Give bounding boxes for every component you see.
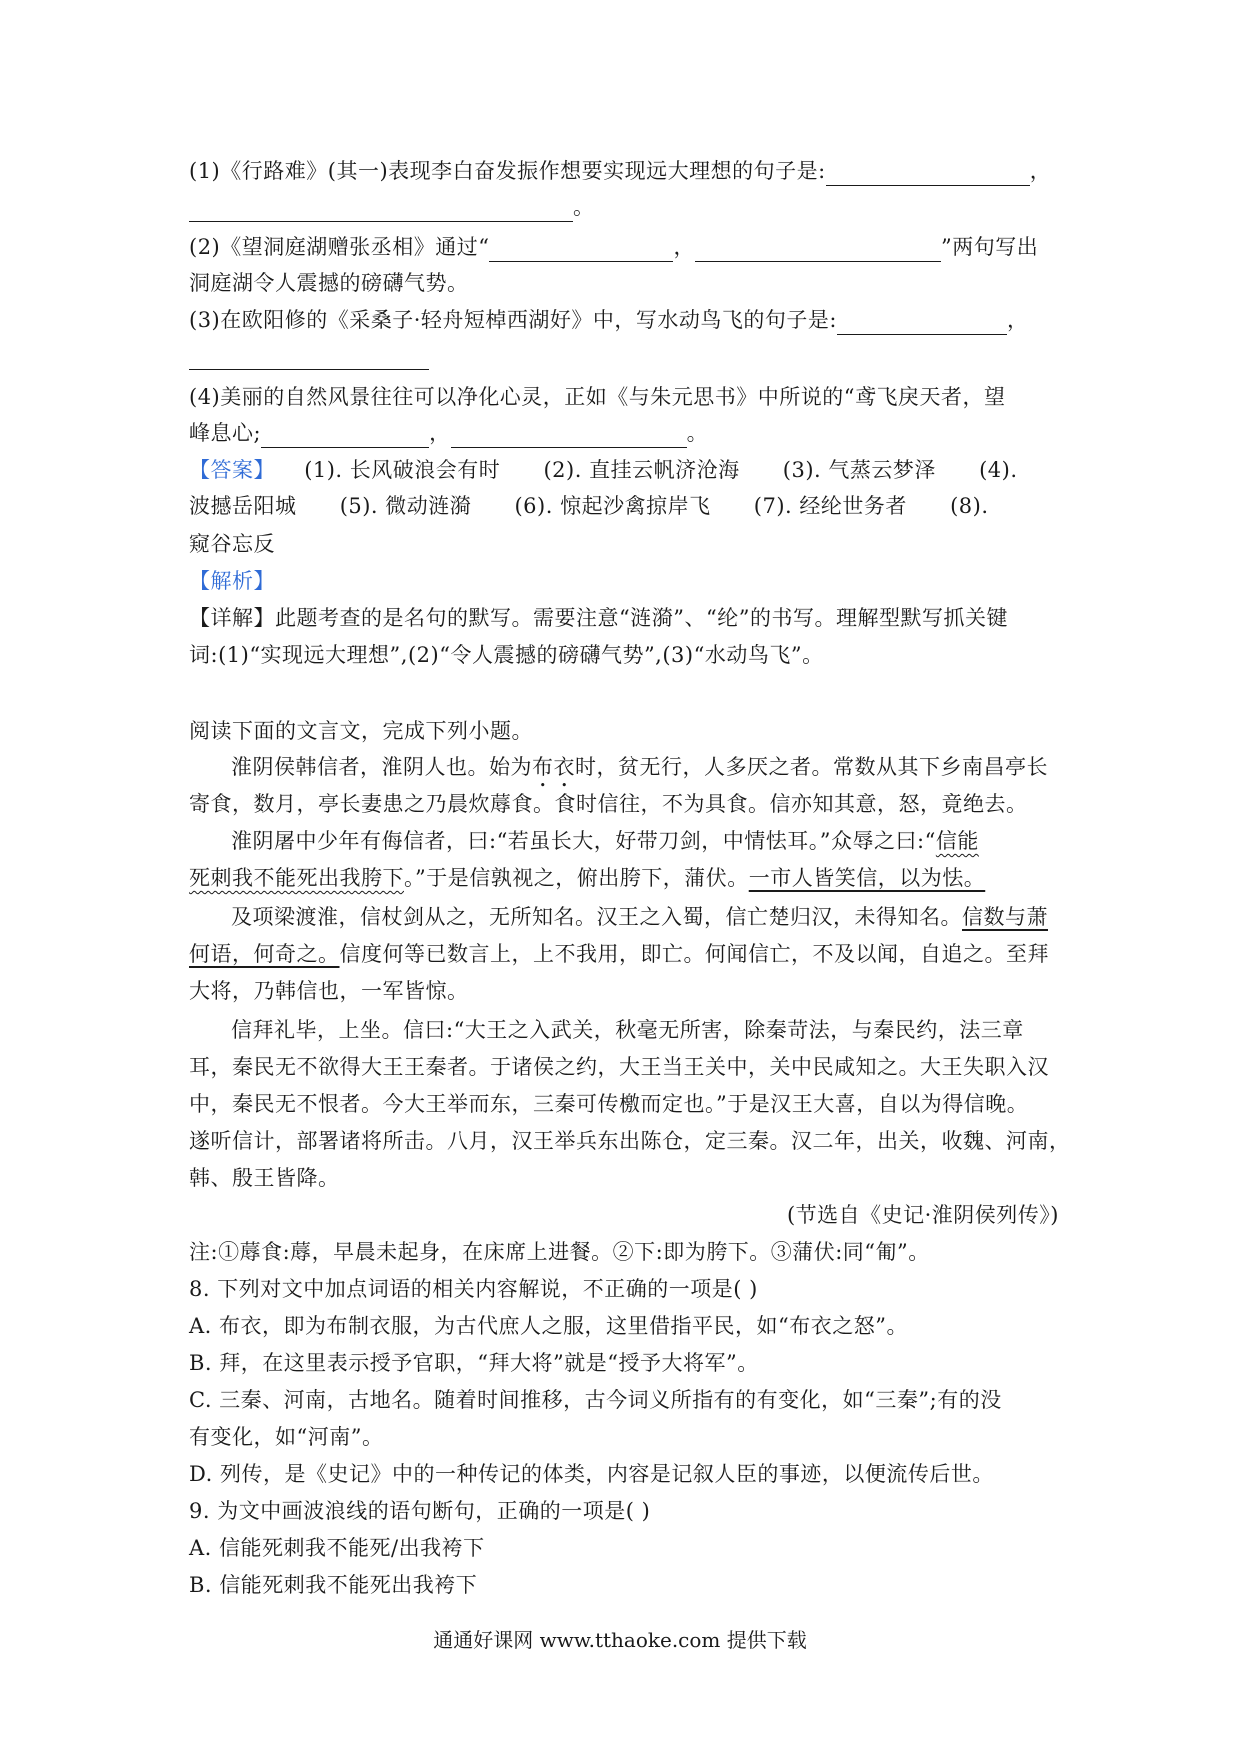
question-text: ”两句写出: [940, 235, 1039, 259]
passage-p4-line2: 耳，秦民无不欲得大王王秦者。于诸侯之约，大王当王关中，关中民咸知之。大王失职入汉: [189, 1055, 1049, 1079]
passage-p4-line4: 遂听信计，部署诸将所击。八月，汉王举兵东出陈仓，定三秦。汉二年，出关，收魏、河南，: [189, 1129, 1071, 1153]
fill-question-1-line2: [189, 192, 1059, 222]
passage-text: 淮阴屠中少年有侮信者，曰:“若虽长大，好带刀剑，中情怯耳。”众辱之曰:“: [231, 829, 936, 853]
answer-blank: [837, 310, 1007, 335]
passage-text: 信度何等已数言上，上不我用，即亡。何闻信亡，不及以闻，自追之。至拜: [339, 942, 1049, 966]
wavy-underlined-text: 信能: [935, 829, 979, 853]
passage-p1-line2: 寄食，数月，亭长妻患之乃晨炊蓐食。食时信往，不为具食。信亦知其意，怒，竟绝去。: [189, 792, 1028, 816]
passage-p2-line1: [189, 826, 1101, 856]
answer-item: (5). 微动涟漪: [339, 494, 472, 518]
passage-text: 时，贫无行，人多厌之者。常数从其下乡南昌亭长: [575, 755, 1048, 779]
answer-item: (2). 直挂云帆济沧海: [543, 458, 740, 482]
fill-question-3-line2: [189, 340, 1059, 370]
question-8-option-a[interactable]: A. 布衣，即为布制衣服，为古代庶人之服，这里借指平民，如“布衣之怒”。: [189, 1314, 908, 1338]
fill-question-4: (4)美丽的自然风景往往可以净化心灵，正如《与朱元思书》中所说的“鸢飞戾天者，望: [189, 385, 1006, 409]
punctuation: 。: [573, 195, 595, 219]
answer-tag: 【答案】: [189, 458, 275, 482]
wavy-underlined-text: 死刺我不能死出我胯下: [189, 866, 404, 890]
passage-p3-line3: 大将，乃韩信也，一军皆惊。: [189, 979, 469, 1003]
question-9-option-b[interactable]: B. 信能死刺我不能死出我袴下: [189, 1573, 478, 1597]
answer-blank: [261, 423, 429, 448]
passage-source: (节选自《史记·淮阴侯列传》): [786, 1203, 1059, 1227]
underlined-text: 何语，何奇之。: [189, 942, 340, 966]
answer-blank: [826, 161, 1030, 186]
answer-blank: [189, 197, 573, 222]
dotted-word: 布衣: [532, 755, 575, 779]
passage-text: 及项梁渡淮，信杖剑从之，无所知名。汉王之入蜀，信亡楚归汉，未得知名。: [231, 905, 962, 929]
passage-p4-line3: 中，秦民无不恨者。今大王举而东，三秦可传檄而定也。”于是汉王大喜，自以为得信晚。: [189, 1092, 1029, 1116]
passage-p4-line1: 信拜礼毕，上坐。信曰:“大王之入武关，秋毫无所害，除秦苛法，与秦民约，法三章: [231, 1018, 1024, 1042]
question-8-option-c-line2: 有变化，如“河南”。: [189, 1425, 384, 1449]
page-footer: 通通好课网 www.tthaoke.com 提供下载: [433, 1628, 807, 1652]
punctuation: ，: [1007, 308, 1029, 332]
passage-notes: 注:①蓐食:蓐，早晨未起身，在床席上进餐。②下:即为胯下。③蒲伏:同“匍”。: [189, 1240, 930, 1264]
answer-item: 波撼岳阳城: [189, 494, 297, 518]
answer-item: (4).: [979, 458, 1018, 482]
analysis-tag: 【解析】: [189, 569, 275, 593]
answer-row-3: 窥谷忘反: [189, 532, 275, 556]
question-text: (3)在欧阳修的《采桑子·轻舟短棹西湖好》中，写水动鸟飞的句子是:: [189, 308, 837, 332]
question-9-option-a[interactable]: A. 信能死刺我不能死/出我袴下: [189, 1536, 485, 1560]
question-8-option-c[interactable]: C. 三秦、河南，古地名。随着时间推移，古今词义所指有的有变化，如“三秦”;有的没: [189, 1388, 1002, 1412]
question-8-option-d[interactable]: D. 列传，是《史记》中的一种传记的体类，内容是记叙人臣的事迹，以便流传后世。: [189, 1462, 994, 1486]
answer-item: (6). 惊起沙禽掠岸飞: [514, 494, 711, 518]
fill-question-4-line2: [189, 418, 1059, 448]
passage-text: 。”于是信孰视之，俯出胯下，蒲伏。: [404, 866, 749, 890]
answer-item: (8).: [950, 494, 989, 518]
passage-p3-line2: [189, 939, 1059, 969]
analysis-detail-line2: 词:(1)“实现远大理想”,(2)“令人震撼的磅礴气势”,(3)“水动鸟飞”。: [189, 643, 824, 667]
answer-blank: [451, 423, 687, 448]
question-text: (1)《行路难》(其一)表现李白奋发振作想要实现远大理想的句子是:: [189, 159, 826, 183]
question-text: 峰息心;: [189, 421, 262, 445]
answer-item: (3). 气蒸云梦泽: [782, 458, 936, 482]
punctuation: ，: [429, 421, 451, 445]
question-8-option-b[interactable]: B. 拜，在这里表示授予官职，“拜大将”就是“授予大将军”。: [189, 1351, 759, 1375]
answer-row-1: [189, 455, 1069, 485]
answer-row-2: [189, 491, 1069, 521]
answer-blank: [189, 345, 429, 370]
passage-p1-line1: [189, 752, 1101, 792]
passage-p3-line1: [189, 902, 1101, 932]
question-9-stem: 9. 为文中画波浪线的语句断句，正确的一项是( ): [189, 1499, 651, 1523]
passage-text: 淮阴侯韩信者，淮阴人也。始为: [231, 755, 532, 779]
analysis-detail-line1: 【详解】此题考查的是名句的默写。需要注意“涟漪”、“纶”的书写。理解型默写抓关键: [189, 606, 1008, 630]
answer-item: (1). 长风破浪会有时: [304, 458, 501, 482]
punctuation: 。: [686, 421, 709, 445]
answer-blank: [489, 237, 673, 262]
punctuation: ，: [1029, 159, 1052, 183]
underlined-text: 一市人皆笑信，以为怯。: [748, 866, 986, 890]
fill-question-1: [189, 156, 1059, 186]
passage-p4-line5: 韩、殷王皆降。: [189, 1166, 340, 1190]
punctuation: ，: [673, 235, 695, 259]
question-text: (2)《望洞庭湖赠张丞相》通过“: [189, 235, 490, 259]
fill-question-2-line2: 洞庭湖令人震撼的磅礴气势。: [189, 271, 469, 295]
question-8-stem: 8. 下列对文中加点词语的相关内容解说，不正确的一项是( ): [189, 1277, 758, 1301]
fill-question-2: [189, 232, 1059, 262]
answer-item: (7). 经纶世务者: [753, 494, 907, 518]
underlined-text: 信数与萧: [962, 905, 1048, 929]
answer-blank: [695, 237, 941, 262]
fill-question-3: [189, 305, 1059, 335]
reading-intro: 阅读下面的文言文，完成下列小题。: [189, 719, 533, 743]
passage-p2-line2: [189, 863, 1059, 893]
